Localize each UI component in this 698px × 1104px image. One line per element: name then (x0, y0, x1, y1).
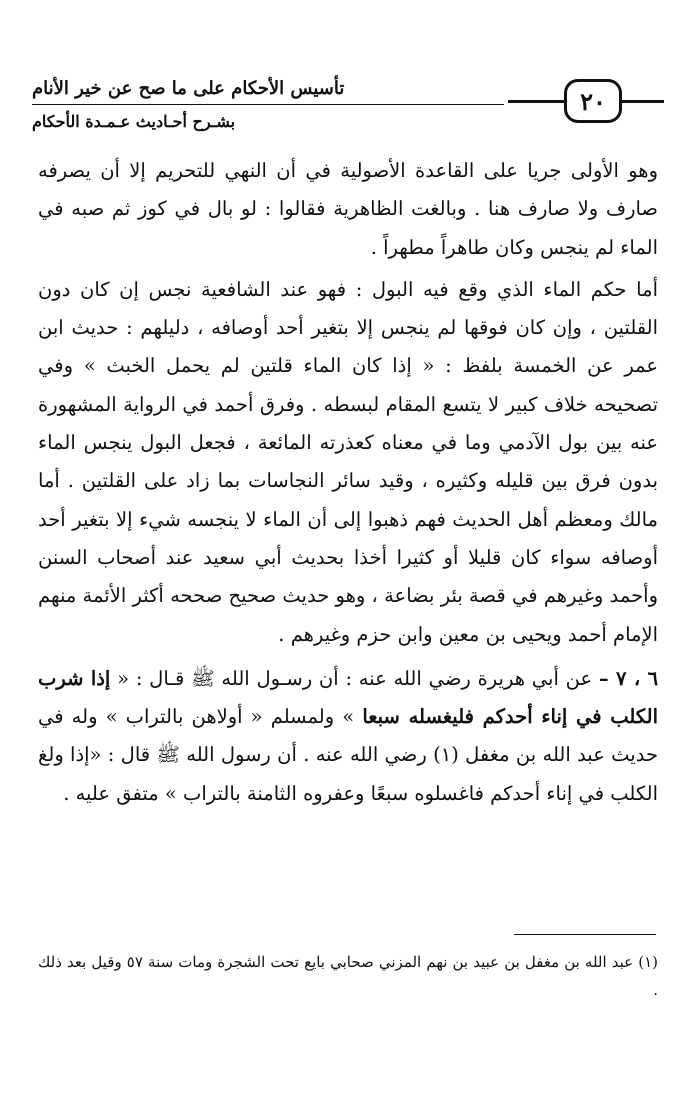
footnote-rule (514, 934, 656, 935)
header-rule-left (508, 100, 564, 103)
hadith-after-matn: » ولمسلم « أولاهن بالتراب » وله في حديث عبد الله بن مغفل (38, 705, 658, 767)
page-number: ٢٠ (564, 79, 622, 123)
page-header (32, 66, 664, 146)
book-title: تأسيس الأحكام على ما صح عن خير الأنام (32, 78, 345, 99)
paragraph-2: أما حكم الماء الذي وقع فيه البول : فهو عند الشافعية نجس إن كان دون القلتين ، وإن كان فوقها لم ينجس إلا بتغير أحد أوصافه ، دليلهم : حديث ابن عمر عن الخمسة بلفظ : « إذا كان الماء قلتين لم يحمل الخبث » وفي تصحيحه خلاف كبير لا يتسع المقام لبسطه . وفرق أحمد في الرواية المشهورة عنه بين بول الآدمي وما في معناه كعذرته المائعة ، فجعل البول ينجس الماء بدون فرق بين قليله وكثيره ، وقيد سائر النجاسات بما زاد على القلتين . أما مالك ومعظم أهل الحديث فهم ذهبوا إلى أن الماء لا ينجسه شيء إلا بتغير أحد أوصافه سواء كان قليلا أو كثيرا أخذا بحديث أبي سعيد عند أصحاب السنن وأحمد وغيرهم في قصة بئر بضاعة ، وهو حديث صحيح صححه أكثر الأئمة منهم الإمام أحمد ويحيى بن معين وابن حزم وغيرهم . (38, 277, 658, 646)
hadith-matn: إذا شرب الكلب في إناء أحدكم فليغسله سبعا (38, 666, 658, 729)
header-rule-right (622, 100, 664, 103)
header-divider (32, 104, 504, 105)
body-text (38, 152, 658, 813)
hadith-rest: رضي الله عنه . أن رسول الله ﷺ قال : «إذا ولغ الكلب في إناء أحدكم فاغسلوه سبعًا وعفروه الثامنة بالتراب » متفق عليه . (38, 743, 658, 805)
hadith-intro: عن أبي هريرة رضي الله عنه : أن رسـول الله ﷺ قـال : « (117, 666, 593, 690)
hadith-number: ٦ ، ٧ – (598, 666, 659, 690)
paragraph-1: وهو الأولى جريا على القاعدة الأصولية في أن النهي للتحريم إلا أن يصرفه صارف ولا صارف هنا . وبالغت الظاهرية فقالوا : لو بال في كوز ثم صبه في الماء لم ينجس وكان طاهراً مطهراً . (38, 159, 658, 259)
book-subtitle: بشـرح أحـاديث عـمـدة الأحكام (32, 112, 236, 131)
footnote-marker: (١) (433, 743, 459, 767)
footnote: (١) عبد الله بن مغفل بن عبيد بن نهم المزني صحابي بايع تحت الشجرة ومات سنة ٥٧ وقيل بعد ذلك . (38, 953, 658, 999)
hadith-paragraph (38, 660, 658, 813)
